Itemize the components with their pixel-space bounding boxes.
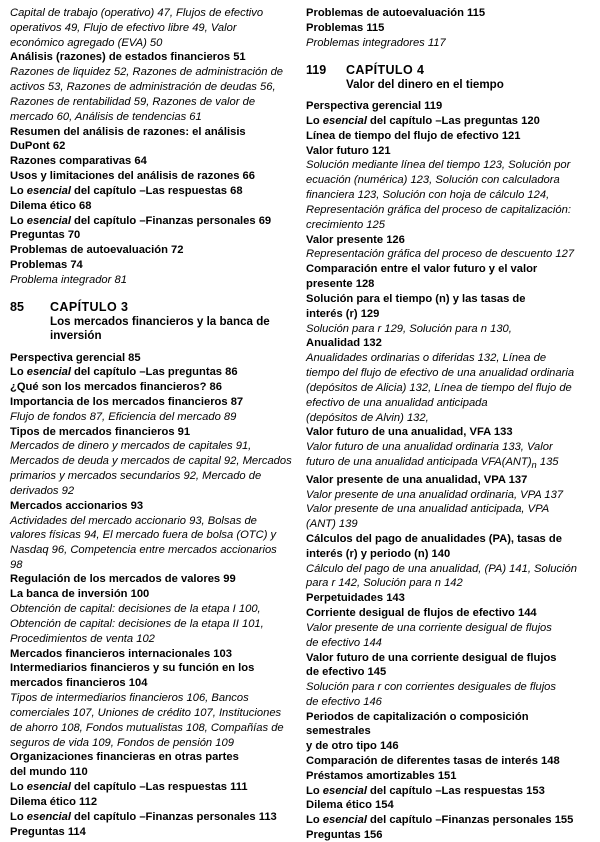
toc-entry[interactable]: Valor presente de una anualidad anticipada, VPA — [306, 503, 550, 516]
toc-entry[interactable]: Comparación de diferentes tasas de interés 148 — [306, 754, 560, 767]
toc-entry[interactable]: Mercados de dinero y mercados de capitales 91, — [10, 440, 252, 453]
toc-entry[interactable]: seguros de vida 109, Fondos de pensión 109 — [10, 736, 234, 749]
toc-entry[interactable] — [10, 780, 292, 794]
toc-entry[interactable] — [306, 455, 588, 472]
toc-entry-emphasis: esencial — [26, 810, 71, 823]
toc-entry-prefix: Lo — [306, 814, 323, 827]
toc-entry[interactable]: derivados 92 — [10, 484, 75, 497]
toc-entry[interactable]: Razones de rentabilidad 59, Razones de valor de — [10, 95, 256, 108]
toc-entry-suffix: del capítulo –Finanzas personales 69 — [70, 214, 272, 227]
toc-entry-prefix: Lo — [10, 184, 27, 197]
toc-entry-prefix: Lo — [10, 810, 27, 823]
toc-entry[interactable]: comerciales 107, Uniones de crédito 107, Instituciones — [10, 706, 282, 719]
toc-entry[interactable]: interés (r) y periodo (n) 140 — [306, 547, 451, 560]
toc-entry[interactable]: Perspectiva gerencial 85 — [10, 351, 141, 364]
toc-entry[interactable]: (depósitos de Alvin) 132, — [306, 411, 429, 424]
left-post-entries — [10, 351, 292, 839]
toc-entry[interactable]: y de otro tipo 146 — [306, 740, 399, 753]
toc-entry[interactable]: Valor futuro de una anualidad ordinaria 133, Valor — [306, 441, 553, 454]
toc-entry[interactable]: Solución mediante línea del tiempo 123, Solución por — [306, 159, 571, 172]
toc-entry[interactable]: (ANT) 139 — [306, 518, 358, 531]
toc-entry[interactable]: Procedimientos de venta 102 — [10, 632, 155, 645]
toc-entry-suffix: del capítulo –Las respuestas 111 — [70, 781, 248, 794]
left-pre-entries — [10, 6, 292, 287]
toc-entry[interactable]: Problemas de autoevaluación 72 — [10, 244, 184, 257]
toc-entry[interactable] — [10, 214, 292, 228]
toc-entry-suffix: 135 — [536, 456, 559, 468]
toc-entry[interactable]: Flujo de fondos 87, Eficiencia del mercado 89 — [10, 410, 237, 423]
toc-entry[interactable]: Valor presente de una corriente desigual de flujos — [306, 621, 552, 634]
toc-entry-suffix: del capítulo –Las respuestas 153 — [366, 784, 545, 797]
toc-entry[interactable]: Perspectiva gerencial 119 — [306, 100, 443, 113]
toc-entry[interactable]: Preguntas 114 — [10, 825, 86, 838]
toc-entry[interactable] — [306, 114, 588, 128]
toc-entry[interactable]: (depósitos de Alicia) 132, Línea de tiempo del flujo de — [306, 381, 572, 394]
toc-entry[interactable]: del mundo 110 — [10, 766, 88, 779]
toc-entry[interactable]: Dilema ético 112 — [10, 795, 98, 808]
toc-entry[interactable]: primarios y mercados secundarios 92, Mercado de — [10, 470, 262, 483]
toc-entry[interactable]: Mercados accionarios 93 — [10, 499, 144, 512]
toc-entry[interactable]: Valor futuro de una anualidad, VFA 133 — [306, 426, 513, 439]
toc-entry[interactable]: Capital de trabajo (operativo) 47, Flujos de efectivo — [10, 7, 264, 19]
toc-entry[interactable]: presente 128 — [306, 278, 375, 291]
chapter-heading-text — [346, 63, 588, 92]
toc-entry[interactable]: Mercados de deuda y mercados de capital 92, Mercados — [10, 455, 292, 468]
chapter-label: CAPÍTULO 4 — [346, 62, 425, 77]
toc-entry-suffix: del capítulo –Finanzas personales 113 — [70, 810, 277, 823]
toc-entry-suffix: del capítulo –Las preguntas 86 — [70, 366, 238, 379]
toc-entry-emphasis: esencial — [26, 781, 71, 794]
toc-entry-suffix: del capítulo –Las preguntas 120 — [366, 114, 540, 127]
toc-entry[interactable]: Preguntas 156 — [306, 829, 383, 842]
toc-entry[interactable] — [10, 365, 292, 379]
toc-entry[interactable]: Representación gráfica del proceso de capitalización: — [306, 203, 571, 216]
toc-columns — [10, 6, 590, 842]
toc-entry[interactable]: Problemas 74 — [10, 259, 83, 272]
toc-entry[interactable]: Importancia de los mercados financieros 87 — [10, 396, 244, 408]
toc-entry[interactable]: crecimiento 125 — [306, 218, 385, 231]
toc-entry[interactable]: ¿Qué son los mercados financieros? 86 — [10, 381, 223, 394]
toc-entry[interactable]: Valor futuro de una corriente desigual de flujos — [306, 651, 557, 664]
toc-entry[interactable]: Periodos de capitalización o composición semestrales — [306, 710, 529, 738]
chapter-title — [50, 315, 292, 343]
toc-entry[interactable]: Anualidades ordinarias o diferidas 132, Línea de — [306, 352, 547, 365]
toc-entry-emphasis: esencial — [26, 184, 71, 197]
chapter-heading-text — [50, 300, 292, 343]
toc-entry[interactable]: Análisis (razones) de estados financieros 51 — [10, 51, 246, 64]
toc-entry[interactable]: Organizaciones financieras en otras partes — [10, 751, 239, 764]
toc-entry-prefix: Lo — [306, 114, 323, 127]
toc-entry[interactable]: activos 53, Razones de administración de deudas 56, — [10, 81, 276, 94]
toc-entry[interactable]: Intermediarios financieros y su función en los — [10, 662, 255, 675]
chapter-heading-4[interactable] — [306, 63, 588, 92]
toc-entry[interactable]: Nasdaq 96, Competencia entre mercados accionarios 98 — [10, 544, 277, 571]
toc-entry[interactable]: Resumen del análisis de razones: el análisis — [10, 125, 246, 138]
toc-entry[interactable]: Cálculo del pago de una anualidad, (PA) 141, Solución — [306, 562, 577, 575]
toc-entry[interactable]: económico agregado (EVA) 50 — [10, 36, 163, 49]
toc-entry-subscript: n — [531, 460, 537, 471]
chapter-title-line-2: inversión — [50, 329, 102, 343]
toc-entry[interactable]: Problema integrador 81 — [10, 273, 127, 286]
toc-entry[interactable]: Línea de tiempo del flujo de efectivo 121 — [306, 129, 521, 142]
toc-entry[interactable]: Préstamos amortizables 151 — [306, 769, 457, 782]
toc-entry[interactable]: Solución para r con corrientes desiguales de flujos — [306, 681, 556, 694]
toc-entry[interactable]: Obtención de capital: decisiones de la etapa I 100, — [10, 603, 261, 616]
toc-entry-emphasis: esencial — [322, 114, 367, 127]
chapter-label: CAPÍTULO 3 — [50, 300, 129, 315]
toc-entry[interactable]: valores físicas 94, El mercado fuera de bolsa (OTC) y — [10, 529, 277, 542]
toc-entry[interactable]: Regulación de los mercados de valores 99 — [10, 573, 236, 586]
toc-entry[interactable]: La banca de inversión 100 — [10, 588, 150, 601]
toc-entry[interactable]: tiempo del flujo de efectivo de una anualidad ordinaria — [306, 367, 575, 380]
toc-entry-suffix: del capítulo –Las respuestas 68 — [70, 184, 243, 197]
toc-entry[interactable]: efectivo de una anualidad anticipada — [306, 396, 488, 409]
toc-entry-prefix: Lo — [10, 366, 27, 379]
toc-entry[interactable]: mercados financieros 104 — [10, 677, 148, 690]
toc-entry[interactable]: de efectivo 146 — [306, 696, 382, 709]
toc-entry[interactable]: Problemas integradores 117 — [306, 36, 446, 49]
toc-entry[interactable]: Valor presente de una anualidad ordinaria, VPA 137 — [306, 488, 564, 501]
toc-right-column — [306, 6, 588, 842]
chapter-start-page: 85 — [10, 300, 24, 315]
chapter-title-line-1: Valor del dinero en el tiempo — [346, 77, 504, 91]
toc-entry[interactable]: de efectivo 145 — [306, 666, 387, 679]
toc-entry-prefix: futuro de una anualidad anticipada VFA(ANT) — [306, 456, 532, 468]
toc-entry-emphasis: esencial — [26, 214, 71, 227]
toc-entry-emphasis: esencial — [322, 814, 367, 827]
toc-entry-emphasis: esencial — [322, 784, 367, 797]
toc-entry[interactable]: Corriente desigual de flujos de efectivo 144 — [306, 607, 537, 620]
toc-entry[interactable]: de efectivo 144 — [306, 636, 382, 649]
toc-left-column — [10, 6, 292, 838]
toc-entry[interactable]: Comparación entre el valor futuro y el valor — [306, 263, 538, 276]
toc-entry[interactable]: Valor presente 126 — [306, 233, 405, 246]
chapter-title — [346, 78, 588, 92]
toc-entry[interactable]: Problemas de autoevaluación 115 — [306, 7, 486, 19]
toc-entry[interactable]: Actividades del mercado accionario 93, Bolsas de — [10, 514, 257, 527]
toc-entry[interactable]: Razones comparativas 64 — [10, 155, 147, 168]
toc-entry-emphasis: esencial — [26, 366, 71, 379]
toc-entry[interactable]: Valor presente de una anualidad, VPA 137 — [306, 473, 528, 486]
toc-entry[interactable]: Problemas 115 — [306, 21, 385, 34]
toc-entry[interactable]: Valor futuro 121 — [306, 144, 391, 157]
toc-entry[interactable]: Tipos de mercados financieros 91 — [10, 425, 191, 438]
toc-entry[interactable]: operativos 49, Flujo de efectivo libre 49, Valor — [10, 21, 237, 34]
toc-entry[interactable]: para r 142, Solución para n 142 — [306, 577, 463, 590]
toc-entry[interactable]: Mercados financieros internacionales 103 — [10, 647, 232, 660]
toc-entry[interactable]: Dilema ético 68 — [10, 199, 92, 212]
chapter-title-line-1: Los mercados financieros y la banca de — [50, 315, 270, 329]
toc-entry[interactable] — [10, 184, 292, 198]
toc-entry-prefix: Lo — [10, 214, 27, 227]
toc-entry[interactable]: Usos y limitaciones del análisis de razones 66 — [10, 170, 255, 183]
toc-entry[interactable]: mercado 60, Análisis de tendencias 61 — [10, 110, 202, 123]
toc-entry[interactable]: Solución para el tiempo (n) y las tasas de — [306, 292, 526, 305]
toc-entry[interactable]: Representación gráfica del proceso de descuento 127 — [306, 248, 575, 261]
toc-entry[interactable]: Obtención de capital: decisiones de la etapa II 101, — [10, 617, 264, 630]
toc-entry[interactable]: DuPont 62 — [10, 140, 66, 153]
toc-entry[interactable]: de ahorro 108, Fondos mutualistas 108, Compañías de — [10, 721, 284, 734]
toc-entry[interactable]: ecuación (numérica) 123, Solución con calculadora — [306, 174, 560, 187]
toc-entry[interactable]: interés (r) 129 — [306, 307, 380, 320]
right-pre-entries — [306, 6, 588, 50]
toc-entry[interactable]: Tipos de intermediarios financieros 106, Bancos — [10, 692, 249, 705]
right-post-entries — [306, 99, 588, 842]
toc-entry[interactable]: Anualidad 132 — [306, 337, 382, 350]
toc-entry-suffix: del capítulo –Finanzas personales 155 — [366, 814, 574, 827]
chapter-start-page: 119 — [306, 62, 327, 77]
chapter-heading-3[interactable] — [10, 300, 292, 343]
toc-entry[interactable]: Cálculos del pago de anualidades (PA), tasas de — [306, 532, 562, 545]
toc-entry[interactable]: Preguntas 70 — [10, 229, 81, 242]
toc-entry[interactable]: Solución para r 129, Solución para n 130, — [306, 322, 512, 335]
toc-entry[interactable]: Perpetuidades 143 — [306, 592, 405, 605]
toc-entry-prefix: Lo — [306, 784, 323, 797]
toc-entry[interactable] — [306, 813, 588, 827]
toc-entry[interactable] — [306, 784, 588, 798]
toc-entry[interactable]: Razones de liquidez 52, Razones de administración de — [10, 66, 284, 79]
toc-entry[interactable]: financiera 123, Solución con hoja de cálculo 124, — [306, 189, 550, 202]
toc-entry-prefix: Lo — [10, 781, 27, 794]
toc-entry[interactable]: Dilema ético 154 — [306, 799, 394, 812]
